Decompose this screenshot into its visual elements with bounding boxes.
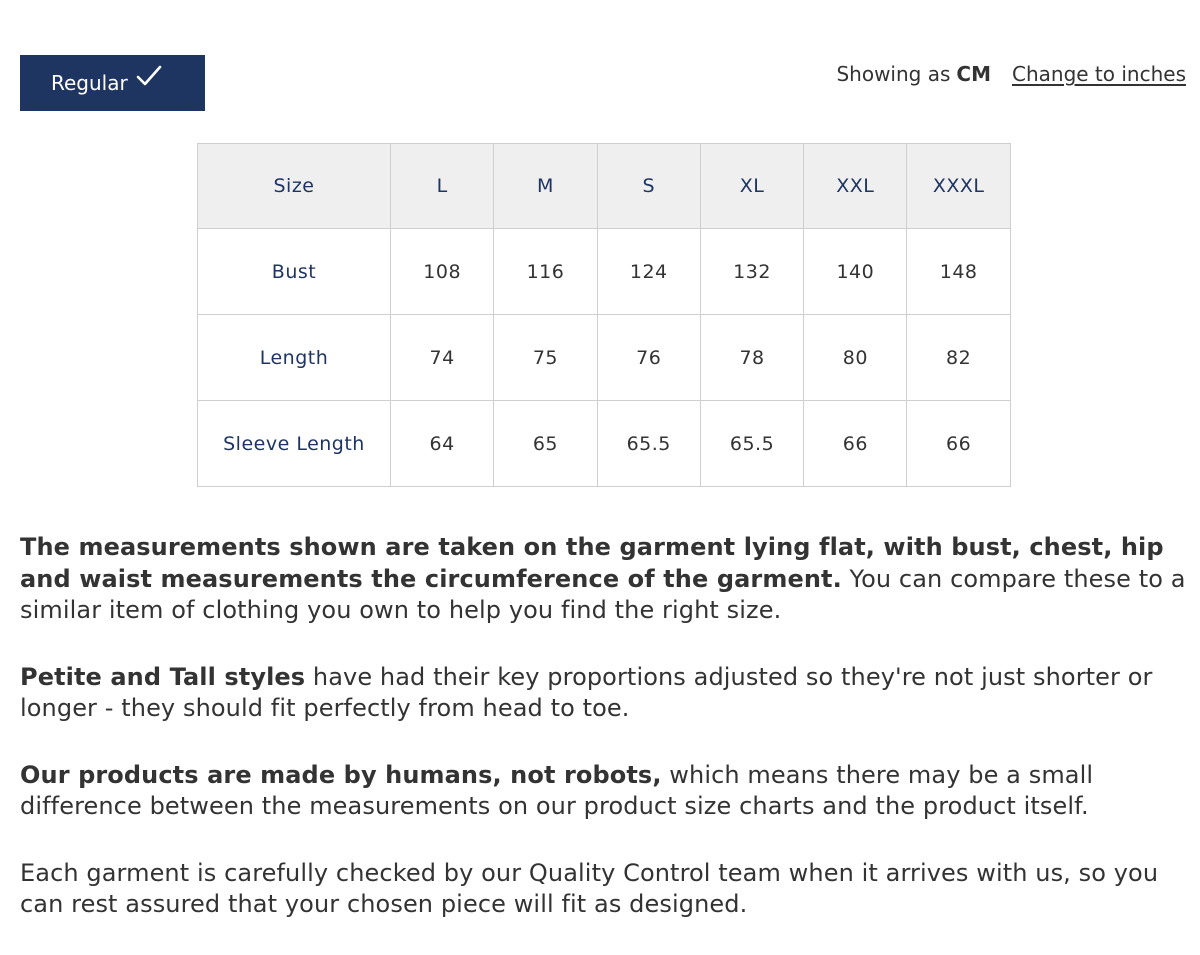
measurement-cell: 74 — [391, 315, 494, 401]
measurement-cell: 65.5 — [597, 401, 700, 487]
measurement-cell: 66 — [804, 401, 907, 487]
row-label: Sleeve Length — [198, 401, 391, 487]
measurement-cell: 140 — [804, 229, 907, 315]
size-header-row — [198, 144, 1011, 229]
size-header-cell: XXXL — [907, 144, 1010, 229]
note-measurements-text: You can compare these to a similar item of clothing you own to help you find the right size. — [20, 564, 1186, 624]
measurement-cell: 65 — [494, 401, 597, 487]
note-handmade-text: which means there may be a small difference between the measurements on our product size charts and the product itself. — [20, 760, 1094, 820]
note-petite-tall-text: have had their key proportions adjusted so they're not just shorter or longer - they should fit perfectly from head to toe. — [20, 662, 1153, 722]
change-unit-link[interactable]: Change to inches — [1012, 62, 1186, 86]
measurement-cell: 80 — [804, 315, 907, 401]
measurement-cell: 116 — [494, 229, 597, 315]
table-row — [198, 315, 1011, 401]
measurement-cell: 75 — [494, 315, 597, 401]
measurement-cell: 124 — [597, 229, 700, 315]
measurement-cell: 64 — [391, 401, 494, 487]
fit-tab-regular[interactable] — [20, 55, 205, 111]
measurement-cell: 65.5 — [700, 401, 803, 487]
size-header-cell: S — [597, 144, 700, 229]
size-chart-table — [197, 143, 1011, 487]
measurement-cell: 78 — [700, 315, 803, 401]
table-row — [198, 229, 1011, 315]
measurement-cell: 148 — [907, 229, 1010, 315]
measurement-cell: 82 — [907, 315, 1010, 401]
current-unit: CM — [956, 62, 991, 86]
size-header-cell: XL — [700, 144, 803, 229]
size-header-cell: M — [494, 144, 597, 229]
row-label: Bust — [198, 229, 391, 315]
note-handmade — [20, 760, 1190, 823]
note-handmade-bold: Our products are made by humans, not robots, — [20, 760, 662, 789]
unit-switcher — [836, 62, 1186, 86]
measurement-cell: 108 — [391, 229, 494, 315]
note-quality-control: Each garment is carefully checked by our Quality Control team when it arrives with us, so you can rest assured that your chosen piece will fit as designed. — [20, 858, 1159, 918]
size-guide-notes — [20, 532, 1190, 955]
measurement-cell: 132 — [700, 229, 803, 315]
units-prefix: Showing as — [836, 62, 951, 86]
size-header-label: Size — [198, 144, 391, 229]
table-row — [198, 401, 1011, 487]
note-petite-tall — [20, 662, 1190, 725]
checkmark-icon — [136, 65, 162, 87]
note-measurements — [20, 532, 1190, 627]
measurement-cell: 76 — [597, 315, 700, 401]
note-measurements-bold: The measurements shown are taken on the garment lying flat, with bust, chest, hip and waist measurements the circumference of the garment. — [20, 533, 1164, 593]
row-label: Length — [198, 315, 391, 401]
size-header-cell: L — [391, 144, 494, 229]
measurement-cell: 66 — [907, 401, 1010, 487]
fit-tab-label: Regular — [51, 71, 128, 95]
size-header-cell: XXL — [804, 144, 907, 229]
note-petite-tall-bold: Petite and Tall styles — [20, 662, 306, 691]
